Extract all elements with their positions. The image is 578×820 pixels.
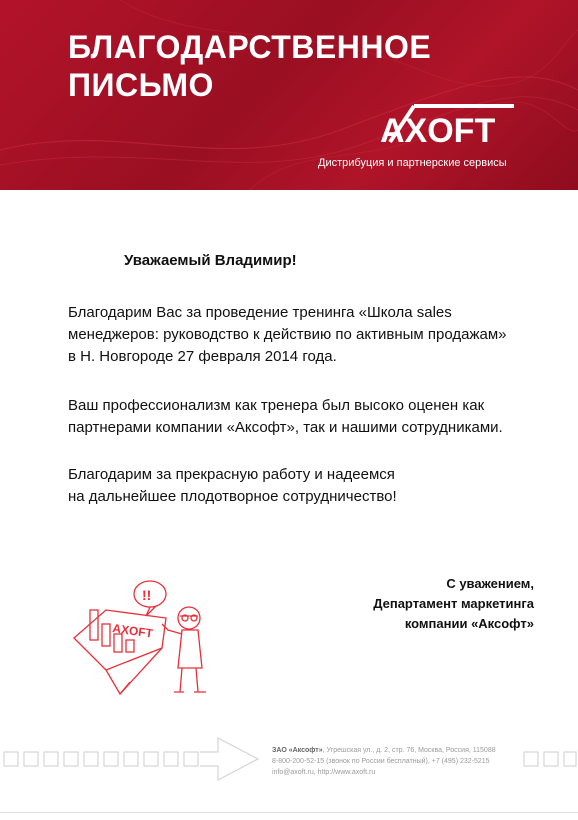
footer-address: , Угрешская ул., д. 2, стр. 76, Москва, Россия, 115088 [322, 747, 496, 754]
header-banner [0, 0, 578, 190]
paragraph-1 [68, 302, 538, 368]
paragraph-1-line: менеджеров: руководство к действию по активным продажам» [68, 326, 507, 343]
arrow-icon [200, 738, 258, 780]
footer-company: ЗАО «Аксофт» [272, 747, 323, 754]
paragraph-3-line: на дальнейшее плодотворное сотрудничество! [68, 488, 397, 505]
presenter-illustration [66, 578, 222, 702]
axoft-logo [376, 102, 518, 148]
paragraph-1-line: Благодарим Вас за проведение тренинга «Школа sales [68, 304, 452, 321]
title-line-1: БЛАГОДАРСТВЕННОЕ [68, 29, 432, 65]
footer-address-line [272, 745, 496, 756]
signature [373, 574, 534, 634]
board-shape [74, 610, 166, 670]
footer-contacts [272, 745, 496, 778]
title-line-2: ПИСЬМО [68, 67, 214, 103]
paragraph-2 [68, 395, 538, 439]
signature-line-3: компании «Аксофт» [404, 616, 534, 631]
letter-title [68, 28, 431, 104]
logo-text: AXOFT [380, 112, 496, 148]
paragraph-2-line: партнерами компании «Аксофт», так и нашими сотрудниками. [68, 419, 503, 436]
board-logo-text: AXOFT [111, 621, 154, 641]
footer-phones: 8-800-200-52-15 (звонок по России бесплатный), +7 (495) 232-5215 [272, 758, 490, 765]
tagline: Дистрибуция и партнерские сервисы [318, 157, 507, 169]
paragraph-3-line: Благодарим за прекрасную работу и надеемся [68, 466, 395, 483]
paragraph-3 [68, 464, 538, 508]
signature-line-2: Департамент маркетинга [373, 596, 534, 611]
bottom-divider [0, 812, 578, 813]
paragraph-2-line: Ваш профессионализм как тренера был высоко оценен как [68, 397, 485, 414]
paragraph-1-line: в Н. Новгороде 27 февраля 2014 года. [68, 348, 337, 365]
signature-line-1: С уважением, [446, 576, 534, 591]
greeting: Уважаемый Владимир! [124, 252, 297, 269]
footer-web: info@axoft.ru, http://www.axoft.ru [272, 769, 376, 776]
bubble-exclamation: !! [142, 587, 152, 603]
